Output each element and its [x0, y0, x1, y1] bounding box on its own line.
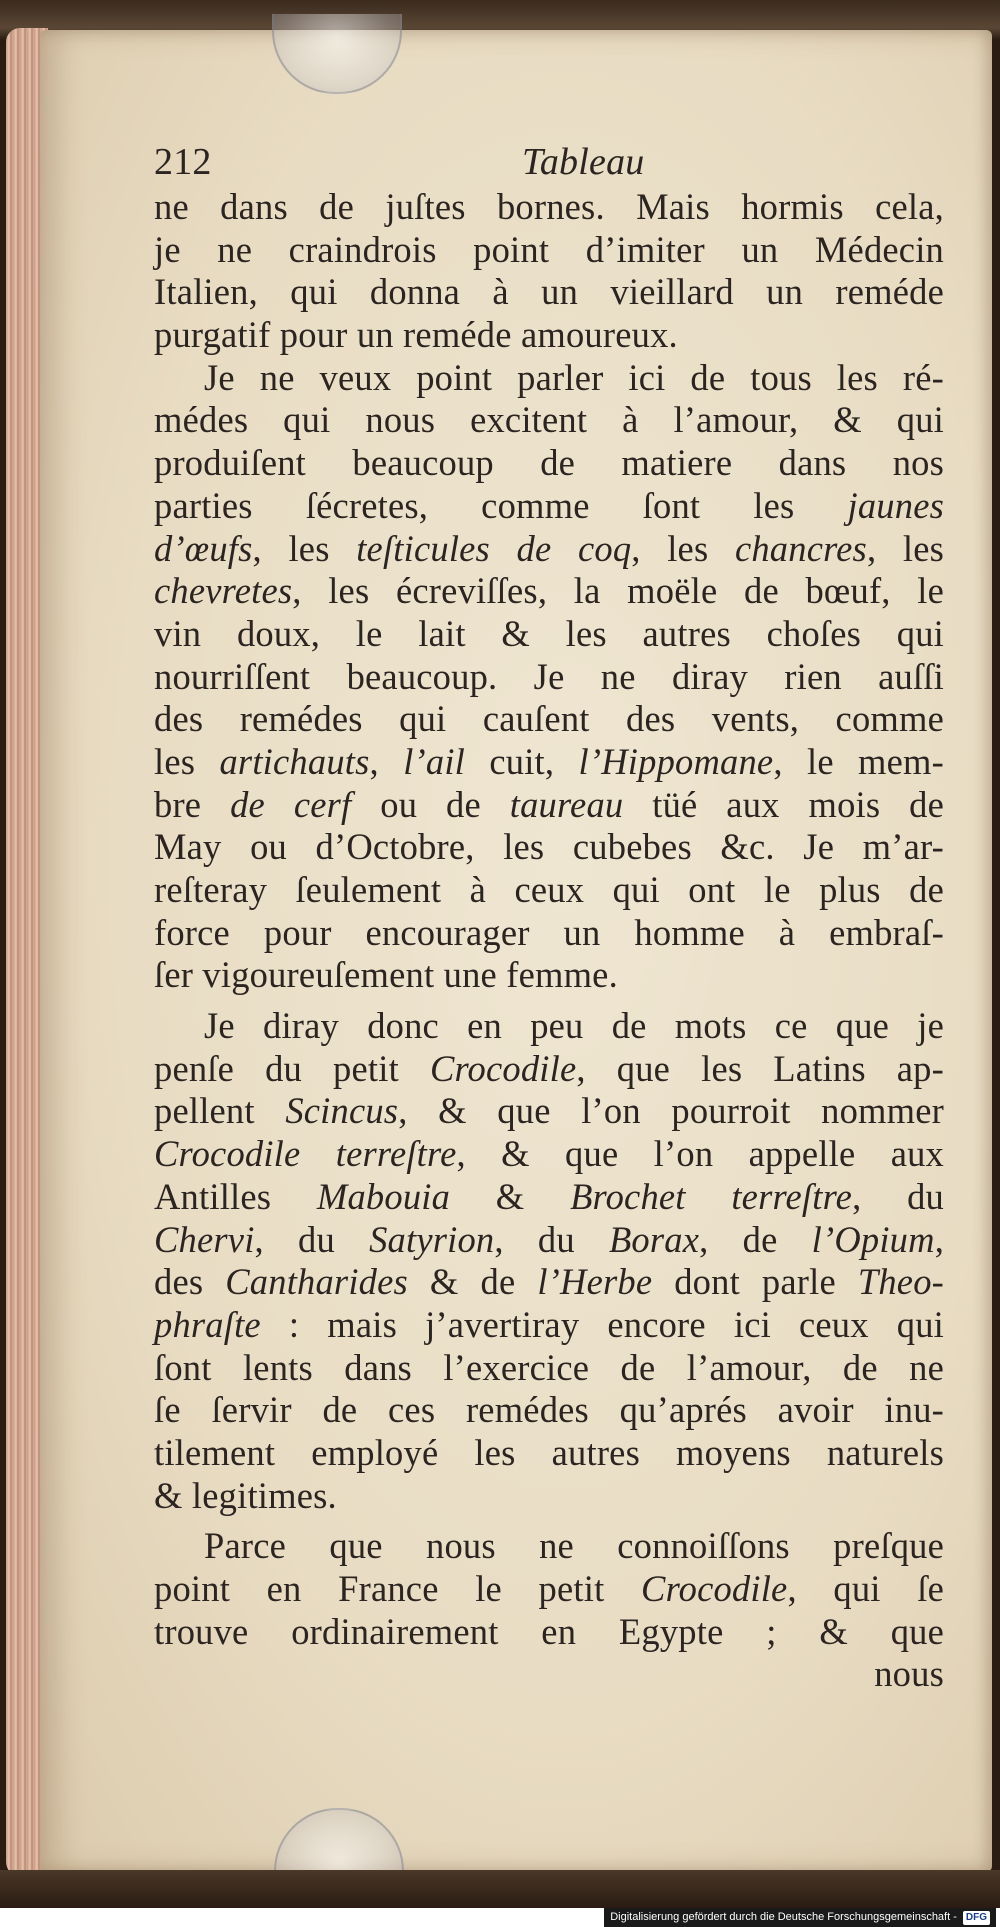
text-span: l’Opium — [811, 1218, 935, 1260]
text-line — [154, 314, 944, 357]
text-span: Cantharides — [225, 1261, 408, 1303]
text-line — [154, 698, 944, 741]
text-line — [154, 1261, 944, 1304]
text-span: , le mem- — [773, 740, 944, 782]
text-line — [154, 1219, 944, 1262]
text-span: Brochet terreſtre — [570, 1175, 853, 1217]
text-line — [154, 528, 944, 571]
text-span: des reméd﻿es qui cauſent des vents, comme — [154, 698, 944, 740]
text-line — [154, 784, 944, 827]
text-line — [154, 399, 944, 442]
text-span: Mabouia — [316, 1175, 451, 1217]
dfg-logo: DFG — [963, 1911, 990, 1925]
text-span: Borax — [608, 1218, 700, 1260]
text-span: tüé aux mois de — [623, 783, 944, 825]
text-span: May ou d’Octobre, les cubebes &c. Je m’ar- — [154, 826, 944, 868]
text-span: & — [450, 1175, 571, 1217]
text-span: purgatif pour un reméde amoureux. — [154, 314, 678, 356]
text-span: , les — [252, 527, 357, 569]
text-span: , les écreviſſes, la moële de bœuf, le — [292, 570, 944, 612]
text-line — [154, 1525, 944, 1568]
text-span: phraſte — [154, 1303, 261, 1345]
text-span: Parce que nous ne connoiſſons preſque — [204, 1525, 944, 1567]
text-span: chevretes — [154, 570, 293, 612]
text-span: force pour encourager un homme à embraſ- — [154, 911, 944, 953]
footer-credit: Digitalisierung gefördert durch die Deutsche Forschungsgemeinschaft - — [610, 1911, 957, 1923]
text-span: penſe du petit — [154, 1047, 430, 1089]
text-lines — [154, 186, 944, 1696]
text-span: & legitimes. — [154, 1474, 337, 1516]
text-line — [154, 869, 944, 912]
text-span: jaunes — [847, 484, 944, 526]
text-span: bre — [154, 783, 231, 825]
text-span: l’ail — [403, 740, 466, 782]
text-line — [154, 357, 944, 400]
text-line — [154, 1389, 944, 1432]
text-span: pellent — [154, 1090, 286, 1132]
text-span: teſticules de coq — [356, 527, 632, 569]
text-span: ſe ſervir de ces reméd﻿es qu’aprés avoir inu- — [154, 1389, 944, 1431]
text-span: ſont lents dans l’exercice de l’amour, de ne — [154, 1346, 944, 1388]
text-span: , de — [699, 1218, 812, 1260]
text-line — [154, 613, 944, 656]
text-span: , — [369, 740, 404, 782]
text-span: l’Hippomane — [578, 740, 774, 782]
text-line — [154, 1090, 944, 1133]
text-line — [154, 229, 944, 272]
text-span: Chervi — [154, 1218, 255, 1260]
text-line — [154, 1176, 944, 1219]
text-span: nourriſſent beaucoup. Je ne diray rien auſſi — [154, 655, 944, 697]
digitization-footer — [604, 1908, 996, 1927]
text-span: ou de — [351, 783, 510, 825]
text-line — [154, 656, 944, 699]
text-line — [154, 1653, 944, 1696]
text-span: parties ſécretes, comme ſont les — [154, 484, 848, 526]
text-span: médes qui nous excitent à l’amour, & qui — [154, 399, 944, 441]
text-span: produiſent beaucoup de matiere dans nos — [154, 442, 944, 484]
text-span: Theo- — [857, 1261, 944, 1303]
text-span: & de — [407, 1261, 538, 1303]
text-span: , qui ſe — [787, 1568, 944, 1609]
text-span: artichauts — [219, 740, 370, 782]
text-span: Je diray donc en peu de mots ce que je — [204, 1005, 944, 1047]
page-text — [154, 138, 944, 1696]
text-span: cuit, — [465, 740, 579, 782]
text-line — [154, 1133, 944, 1176]
running-title: Tableau — [522, 141, 645, 183]
text-line — [154, 1304, 944, 1347]
text-line — [154, 186, 944, 229]
text-span: des — [154, 1261, 226, 1303]
text-line — [154, 1005, 944, 1048]
text-span: , du — [852, 1175, 944, 1217]
text-span: Satyrion — [369, 1218, 495, 1260]
text-line — [154, 485, 944, 528]
text-span: Italien, qui donna à un vieillard un reméde — [154, 271, 944, 313]
text-span: point en France le petit — [154, 1568, 642, 1609]
text-span: Crocodile — [429, 1047, 577, 1089]
text-span: , les — [866, 527, 945, 569]
text-span: , — [934, 1218, 945, 1260]
text-span: tilement employé les autres moyens naturels — [154, 1431, 944, 1473]
text-span: Crocodile terreſtre — [154, 1133, 457, 1175]
text-span: , du — [254, 1218, 370, 1260]
text-span: dont parle — [652, 1261, 858, 1303]
text-line — [154, 1347, 944, 1390]
text-span: je ne craindrois point d’imiter un Médecin — [154, 228, 944, 270]
text-span: , les — [631, 527, 735, 569]
text-span: reſteray ſeulement à ceux qui ont le plus de — [154, 869, 944, 910]
text-span: ne dans de juſtes bornes. Mais hormis cela, — [154, 186, 944, 227]
text-span: taureau — [509, 783, 624, 825]
text-span: l’Herbe — [537, 1261, 653, 1303]
text-span: nous — [874, 1653, 944, 1695]
text-span: Crocodile — [641, 1568, 788, 1609]
text-line — [154, 954, 944, 997]
text-span: , & que l’on appelle aux — [456, 1133, 944, 1175]
text-line — [154, 570, 944, 613]
text-span: de cerf — [230, 783, 352, 825]
text-line — [154, 1048, 944, 1091]
text-span: chancres — [734, 527, 867, 569]
text-span: d’œufs — [154, 527, 253, 569]
text-line — [154, 442, 944, 485]
text-line — [154, 1611, 944, 1654]
running-head — [154, 138, 944, 186]
text-line — [154, 1432, 944, 1475]
page-number: 212 — [154, 141, 212, 183]
book-binding-bottom — [0, 1870, 1000, 1908]
text-line — [154, 912, 944, 955]
text-line — [154, 826, 944, 869]
text-span: trouve ordinairement en Egypte ; & que — [154, 1610, 944, 1652]
text-line — [154, 1475, 944, 1518]
text-line — [154, 741, 944, 784]
text-span: Scincus — [285, 1090, 399, 1132]
text-span: , & que l’on pourroit nommer — [398, 1090, 944, 1132]
text-line — [154, 1568, 944, 1611]
text-span: , que les Latins ap- — [576, 1047, 944, 1089]
text-span: : mais j’avertiray encore ici ceux qui — [260, 1303, 944, 1345]
text-span: Je ne veux point parler ici de tous les ré- — [204, 356, 944, 398]
text-span: ſer vigoureuſement une femme. — [154, 954, 618, 996]
text-span: , du — [494, 1218, 609, 1260]
text-span: vin doux, le lait & les autres choſes qui — [154, 612, 944, 654]
text-line — [154, 271, 944, 314]
text-span: les — [154, 740, 220, 782]
text-span: Antilles — [154, 1175, 317, 1217]
